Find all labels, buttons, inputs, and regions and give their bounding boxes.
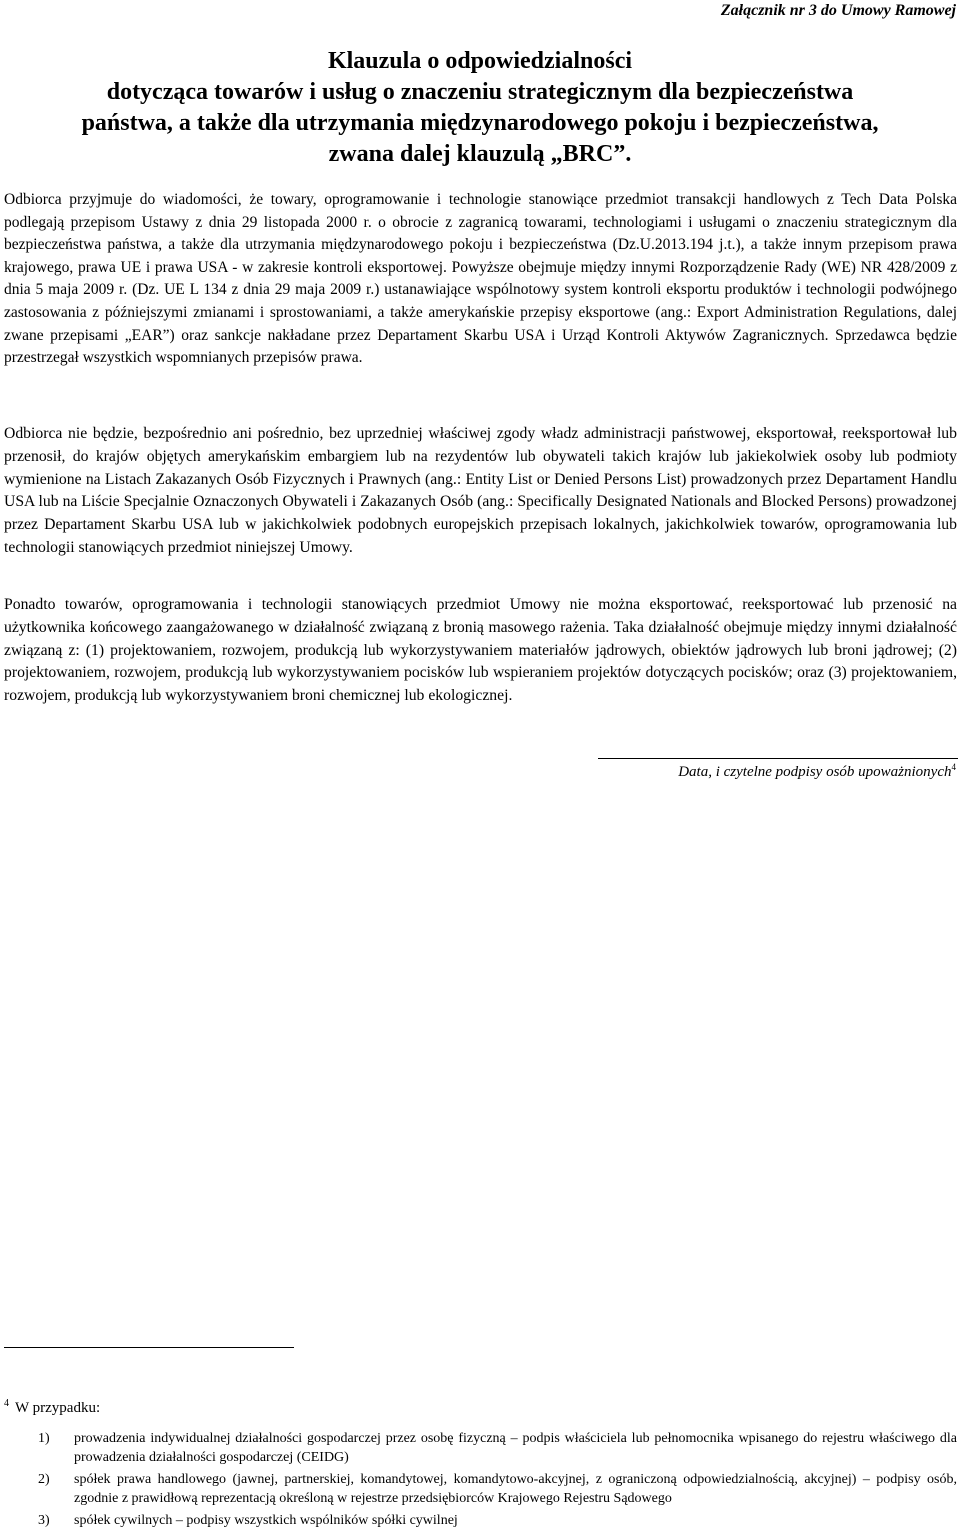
title-line-2: dotycząca towarów i usług o znaczeniu strategicznym dla bezpieczeństwa: [106, 79, 854, 105]
footnote-marker: 4: [4, 1398, 9, 1409]
footnote-item-number: 3): [38, 1513, 50, 1528]
signature-caption: [678, 762, 956, 781]
title-line-1: Klauzula o odpowiedzialności: [327, 48, 633, 74]
footnote-separator: [4, 1347, 294, 1348]
paragraph-wmd-restriction: Ponadto towarów, oprogramowania i technologii stanowiących przedmiot Umowy nie można eksportować, reeksportować lub przenosić na użytkownika końcowego zaangażowanego w działalność związaną z bronią masowego rażenia. Taka działalność obejmuje między innymi działalność związaną z: (1) projektowaniem, rozwojem, produkcją lub wykorzystywaniem materiałów jądrowych, obiektów jądrowych lub broni jądrowej; (2) projektowaniem, rozwojem, produkcją lub wykorzystywaniem pocisków lub wspieraniem projektów dotyczących pocisków; oraz (3) projektowaniem, rozwojem, produkcją lub wykorzystywaniem broni chemicznej lub ekologicznej.: [4, 596, 957, 705]
footnote-item-text: spółek cywilnych – podpisy wszystkich wspólników spółki cywilnej: [74, 1513, 458, 1528]
footnote-item-text: spółek prawa handlowego (jawnej, partnerskiej, komandytowej, komandytowo-akcyjnej, z ograniczoną odpowiedzialnością, akcyjnej) – podpisy osób, zgodnie z prawidłową reprezentacją określoną w rejestrze przedsiębiorców Krajowego Rejestru Sądowego: [74, 1472, 957, 1506]
paragraph-export-regulations: Odbiorca przyjmuje do wiadomości, że towary, oprogramowanie i technologie stanowiące przedmiot transakcji handlowych z Tech Data Polska podlegają przepisom Ustawy z dnia 29 listopada 2000 r. o obrocie z zagranicą towarami, technologiami i usługami o znaczeniu strategicznym dla bezpieczeństwa państwa, a także dla utrzymania międzynarodowego pokoju i bezpieczeństwa (Dz.U.2013.194 j.t.), a także innym przepisom prawa krajowego, prawa UE i prawa USA - w zakresie kontroli eksportowej. Powyższe obejmuje między innymi Rozporządzenie Rady (WE) NR 428/2009 z dnia 5 maja 2009 r. (Dz. UE L 134 z dnia 29 maja 2009 r.) ustanawiające wspólnotowy system kontroli eksportu produktów i technologii podwójnego zastosowania z późniejszymi zmianami i sprostowaniami, a także amerykańskie przepisy eksportowe (ang.: Export Administration Regulations, dalej zwane przepisami „EAR”) oraz sankcje nakładane przez Departament Skarbu USA i Urząd Kontroli Aktywów Zagranicznych. Sprzedawca będzie przestrzegał wszystkich wspomnianych przepisów prawa.: [4, 191, 957, 367]
footnote-item-number: 2): [38, 1472, 50, 1487]
document-title: [0, 46, 960, 170]
footnote-heading: [4, 1398, 100, 1417]
footnote-item: [4, 1430, 957, 1467]
signature-footnote-ref: 4: [951, 762, 956, 772]
title-line-3: państwa, a także dla utrzymania międzynarodowego pokoju i bezpieczeństwa,: [81, 110, 879, 136]
footnote-item-text: prowadzenia indywidualnej działalności gospodarczej przez osobę fizyczną – podpis właściciela lub pełnomocnika wpisanego do rejestru właściwego dla prowadzenia działalności gospodarczej (CEIDG): [74, 1431, 957, 1465]
footnote-item-number: 1): [38, 1431, 50, 1446]
paragraph-no-reexport: Odbiorca nie będzie, bezpośrednio ani pośrednio, bez uprzedniej właściwej zgody władz administracji państwowej, eksportował, reeksportował lub przenosił, do krajów objętych amerykańskim embargiem lub na rezydentów lub obywateli takich krajów lub jakiekolwiek osoby lub podmioty wymienione na Listach Zakazanych Osób Fizycznych i Prawnych (ang.: Entity List or Denied Persons List) prowadzonych przez Departament Handlu USA lub na Liście Specjalnie Oznaczonych Obywateli i Zakazanych Osób (ang.: Specifically Designated Nationals and Blocked Persons) prowadzonej przez Departament Skarbu USA lub w jakichkolwiek podobnych europejskich przepisach lokalnych, jakichkolwiek towarów, oprogramowania lub technologii stanowiących przedmiot niniejszej Umowy.: [4, 425, 957, 556]
signature-caption-text: Data, i czytelne podpisy osób upoważnionych: [678, 764, 952, 780]
title-line-4: zwana dalej klauzulą „BRC”.: [328, 141, 632, 167]
signature-line: [598, 758, 958, 759]
annex-label: Załącznik nr 3 do Umowy Ramowej: [720, 2, 956, 19]
footnote-heading-text: W przypadku:: [15, 1400, 101, 1416]
footnote-list: [4, 1430, 957, 1535]
footnote-item: [4, 1471, 957, 1508]
footnote-item: [4, 1512, 957, 1531]
